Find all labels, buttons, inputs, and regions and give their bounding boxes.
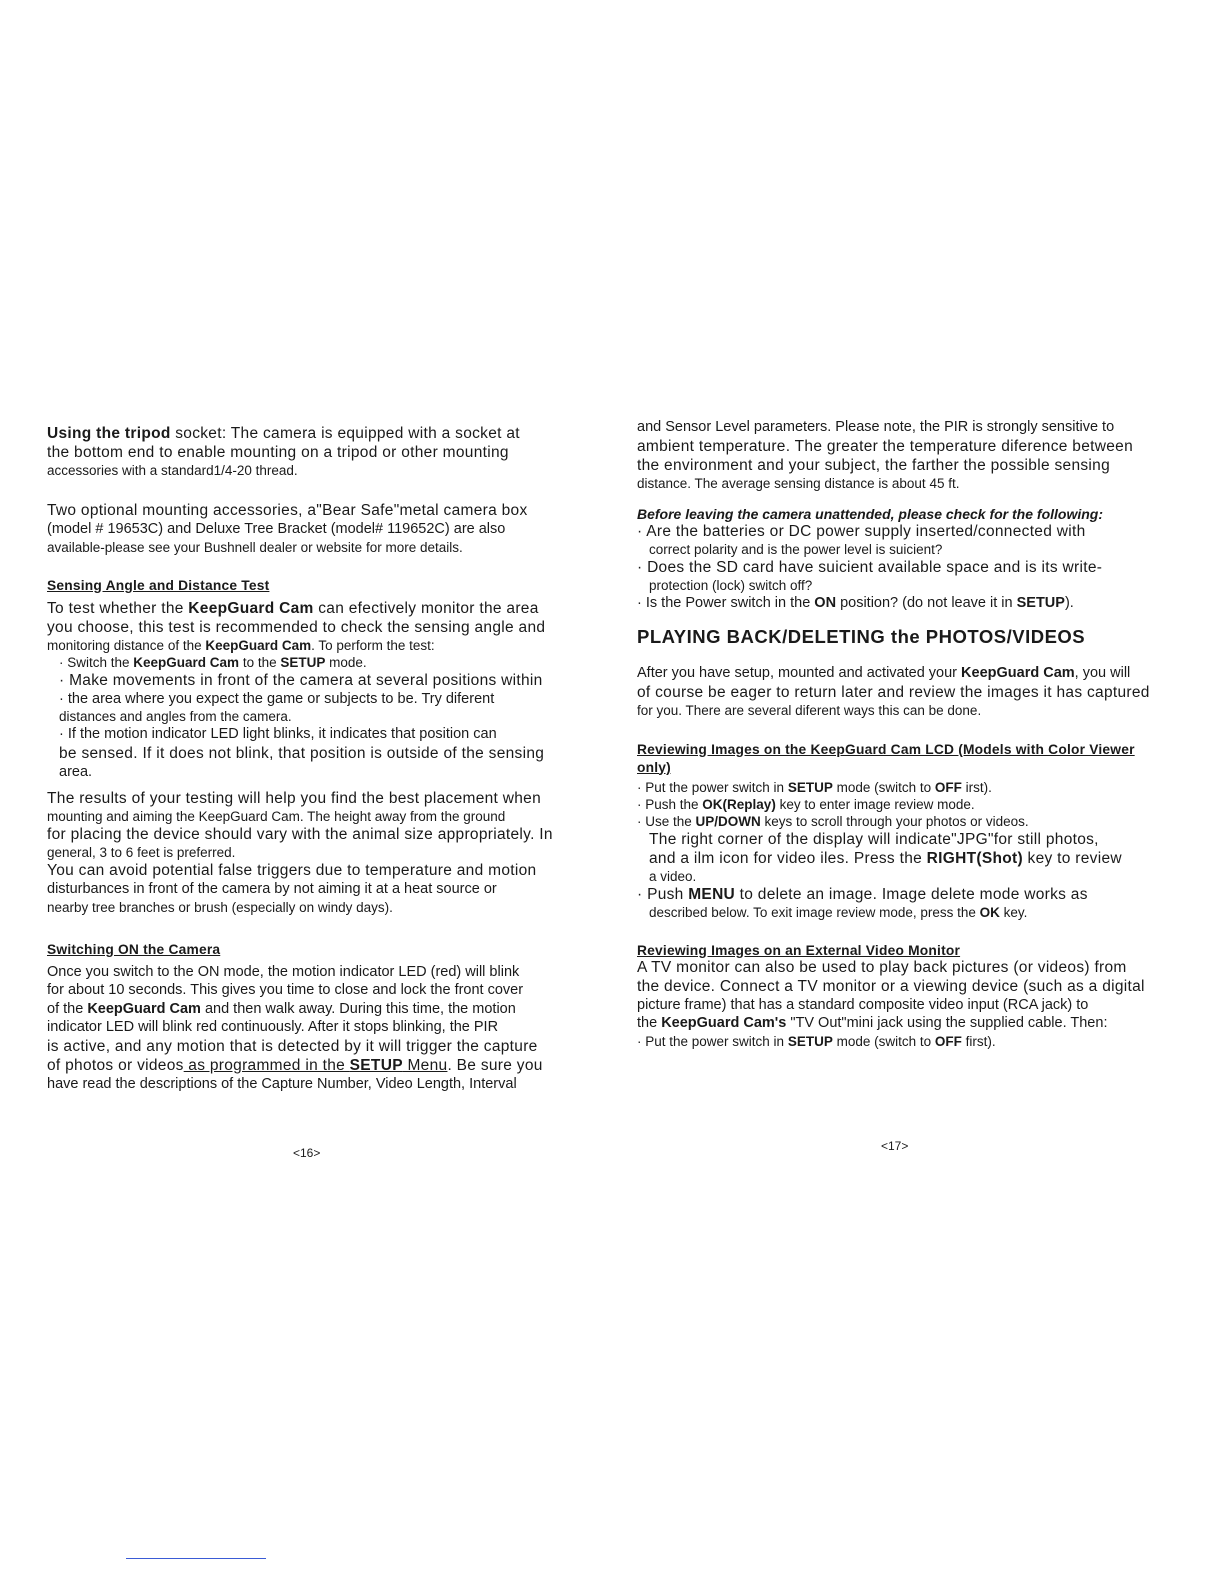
checklist: · Are the batteries or DC power supply inserted/connected with correct polarity and is the power level is suicient? · Does the SD card have suicient available space and is its write- protection (lock) switch off? · Is the Power switch in the ON position? (do not leave it in SETUP).	[637, 522, 1172, 613]
list-item: · Is the Power switch in the ON position? (do not leave it in SETUP).	[637, 594, 1074, 611]
sensing-section: To test whether the KeepGuard Cam can efectively monitor the area you choose, this test is recommended to check the sensing angle and monitoring distance of the KeepGuard Cam. To perform the test: · Switch the KeepGuard Cam to the SETUP mode. · Make movements in front of the camera at several positions within · the area where you expect the game or subjects to be. Try diferent distances and angles from the camera. · If the motion indicator LED light blinks, it indicates that position can be sensed. If it does not blink, that position is outside of the sensing area. The results of your testing will help you find the best placement when mounting and aiming the KeepGuard Cam. The height away from the ground for placing the device should vary with the animal size appropriately. In general, 3 to 6 feet is preferred. You can avoid potential false triggers due to temperature and motion disturbances in front of the camera by not aiming it at a heat source or nearby tree branches or brush (especially on windy days).	[47, 599, 567, 916]
sensing-heading: Sensing Angle and Distance Test	[47, 577, 270, 593]
page-number: <16>	[293, 1146, 321, 1160]
external-heading: Reviewing Images on an External Video Monitor	[637, 942, 961, 958]
before-leaving-heading: Before leaving the camera unattended, please check for the following:	[637, 505, 1103, 522]
tripod-paragraph: Using the tripod socket: The camera is equipped with a socket at the bottom end to enable mounting on a tripod or other mounting accessories with a standard1/4-20 thread.	[47, 425, 520, 478]
lcd-heading: Reviewing Images on the KeepGuard Cam LCD (Models with Color Viewer only)	[637, 741, 1135, 775]
list-item: · Switch the KeepGuard Cam to the SETUP mode.	[59, 654, 367, 670]
left-column	[47, 424, 567, 1093]
playing-paragraph: After you have setup, mounted and activated your KeepGuard Cam, you will of course be eager to return later and review the images it has captured for you. There are several diferent ways this can be done.	[637, 665, 1150, 718]
section-title: PLAYING BACK/DELETING the PHOTOS/VIDEOS	[637, 626, 1086, 647]
accessories-paragraph: Two optional mounting accessories, a"Bear Safe"metal camera box (model # 19653C) and Deluxe Tree Bracket (model# 119652C) are also available-please see your Bushnell dealer or website for more details.	[47, 502, 528, 555]
divider	[126, 1558, 266, 1559]
tripod-lead: Using the tripod	[47, 425, 171, 442]
right-page	[612, 0, 1224, 1584]
list-item: · Push MENU to delete an image. Image delete mode works as	[637, 885, 1088, 903]
right-column	[637, 418, 1172, 1050]
list-item: · Push the OK(Replay) key to enter image review mode.	[637, 796, 975, 812]
list-item: · Make movements in front of the camera at several positions within	[59, 671, 543, 689]
external-section: A TV monitor can also be used to play back pictures (or videos) from the device. Connect a TV monitor or a viewing device (such as a digital picture frame) that has a standard composite video input (RCA jack) to the KeepGuard Cam's "TV Out"mini jack using the supplied cable. Then: · Put the power switch in SETUP mode (switch to OFF first).	[637, 958, 1145, 1049]
lcd-section: · Put the power switch in SETUP mode (switch to OFF irst). · Push the OK(Replay) key to enter image review mode. · Use the UP/DOWN keys to scroll through your photos or videos. The right corner of the display will indicate"JPG"for still photos, and a ilm icon for video iles. Press the RIGHT(Shot) key to review a video. · Push MENU to delete an image. Image delete mode works as described below. To exit image review mode, press the OK key.	[637, 779, 1172, 921]
page-number: <17>	[881, 1139, 909, 1153]
list-item: · Put the power switch in SETUP mode (switch to OFF irst).	[637, 779, 992, 795]
list-item: · If the motion indicator LED light blinks, it indicates that position can	[59, 726, 497, 742]
list-item: · the area where you expect the game or subjects to be. Try diferent	[59, 690, 495, 707]
list-item: · Are the batteries or DC power supply inserted/connected with	[637, 522, 1086, 540]
list-item: · Does the SD card have suicient available space and is its write-	[637, 558, 1103, 576]
switching-heading: Switching ON the Camera	[47, 941, 221, 957]
switching-section: Once you switch to the ON mode, the motion indicator LED (red) will blink for about 10 seconds. This gives you time to close and lock the front cover of the KeepGuard Cam and then walk away. During this time, the motion indicator LED will blink red continuously. After it stops blinking, the PIR is active, and any motion that is detected by it will trigger the capture of photos or videos as programmed in the SETUP Menu. Be sure you have read the descriptions of the Capture Number, Video Length, Interval	[47, 963, 543, 1092]
continuation-paragraph: and Sensor Level parameters. Please note, the PIR is strongly sensitive to ambient temperature. The greater the temperature diference between the environment and your subject, the farther the possible sensing distance. The average sensing distance is about 45 ft.	[637, 419, 1133, 491]
list-item: · Use the UP/DOWN keys to scroll through your photos or videos.	[637, 813, 1029, 829]
